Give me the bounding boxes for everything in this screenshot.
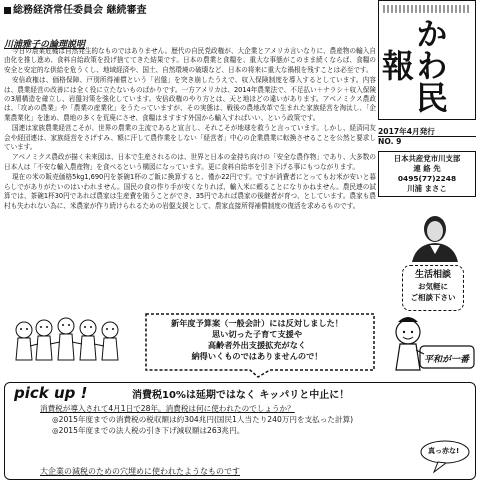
issue-info (378, 127, 476, 146)
bubble-line: 新年度予算案（一般会計）には反対しました！ (171, 318, 343, 328)
publisher-party: 日本共産党市川支部 (393, 154, 461, 163)
pickup-question: 消費税が導入されて4月1日で28年。消費税は何に使われたのでしょうか？ (40, 404, 295, 413)
pickup-label: pick up ! (14, 384, 88, 402)
article-title: 川浦雅子の論理説明 (4, 40, 86, 50)
article-paragraph: 現在の米の販売価格5kg1,690円を茶碗1杯のご飯に換算すると、僅か22円です。ですが消費者にとってもお米が安いと暮らしでがありがたいのはいわれません。国民の食の作り手が安くなりれば、輸入米に頼ることになりかねません。農民連の試算では、茶碗1杯30円であれば農家は生産費を賄うことができ、35円であれば農家の後継者が育つ、としています。農家も農村も失われない為に、米農家が作り続けられるための岩盤支援として、農家直接所得補償制度の復活を求めるものです。 (4, 173, 376, 210)
article-paragraph: 安倍政権は、価格保障、戸別所得補償という「岩盤」を突き崩したうえで、収入保険制度を導入するとしています。内容は、農業経営の改善には全く役に立たないものばかりです。一方アメリカは、2014年農業法で、不足払い＋ナラシ＋収入保険の3層構造を確立し、岩盤対策を強化しています。安倍政権のやり方とは、天と地ほどの違いがあります。アベノミクス農政は、「攻めの農業」や「農業の産業化」をうたっていますが、その実態は、戦後の農地改革で生まれた家族経営を淘汰し、「企業農業化」を進め、農地の多くを荒廃にさせ、食糧はますます外国から輸入すればいい、という政策です。 (4, 76, 376, 122)
consult-title: 生活相談 (414, 270, 451, 280)
article-paragraph: 国連は家族農業経営こそが、世界の農業の主流であると宣言し、それこそが地球を救うと言っています。しかし、経済同友会や経団連は、家族経営をさげすみ、額に汗して農作業をしない「経営者」中心の企業農業に転換させることを公然と要求しています。 (4, 124, 376, 152)
pickup-headline: 消費税10%は延期ではなく キッパリと中止に！ (132, 390, 350, 401)
bubble-line: 納得いくものではありませんので！ (191, 351, 323, 361)
exclaim-text: 真っ赤な! (428, 447, 460, 455)
mascot-illustration (390, 310, 476, 376)
exclaim-bubble (418, 438, 472, 478)
article-body (4, 47, 376, 212)
pickup-conclusion: 大企業の減税のための穴埋めに使われたようなものです (40, 467, 240, 476)
publisher-contact-label: 連 絡 先 (413, 164, 441, 173)
publisher-name: 川浦 まさこ (407, 184, 447, 193)
pickup-body (40, 403, 440, 436)
children-illustration (10, 316, 130, 370)
masthead-decoration (383, 5, 471, 13)
consultation-badge (402, 265, 464, 311)
article-paragraph: 今日の農業危機は自然発生的なものではありません。歴代の自民党政権が、大企業とアメリカ言いなりに、農産物の輸入自由化を推し進め、食料自給政策を投げ捨ててきた結果です。日本の農業と食糧を、重大な事態がこのまま続くならば、食糧の安全と安定的な供給を危うくし、地域経済や、国土、自然環境の破壊など、日本の将来に重大な禍根を残すことは必至です。 (4, 47, 376, 74)
portrait-photo (406, 212, 464, 262)
square-bullet-icon (4, 7, 11, 14)
pickup-fact: ◎2015年度までの消費税の税収額は約304兆円(国民1人当たり240万円を支払った計算) (52, 415, 354, 424)
consult-line: ご相談下さい (410, 293, 456, 302)
issue-date: 2017年4月発行 (378, 127, 476, 137)
bubble-line: 高齢者外出支援拡充がなく (207, 340, 307, 350)
publisher-box (378, 151, 476, 197)
mascot-sign: 平和が一番 (424, 355, 470, 365)
pickup-fact: ◎2015年度までの法人税の引き下げ減収額は263兆円。 (52, 426, 245, 435)
masthead (378, 0, 476, 120)
article-paragraph: アベノミクス農政が描く未来図は、日本で生産されるのは、世界と日本の金持ち向けの「安全な農作物」であり、大多数の日本人は「不安な輸入農産物」を食べるという構図になっています。更に食料自給率を引き下げる事にもつながります。 (4, 153, 376, 171)
consult-line: お気軽に (418, 282, 448, 291)
issue-number: NO. 9 (378, 137, 402, 146)
budget-statement (150, 318, 364, 362)
publisher-phone: 0495(77)2248 (397, 174, 457, 183)
committee-headline: 総務経済常任委員会 継続審査 (4, 1, 146, 16)
masthead-title: かわ民報 (377, 17, 449, 113)
bubble-line: 思い切った子育て支援や (211, 329, 303, 339)
